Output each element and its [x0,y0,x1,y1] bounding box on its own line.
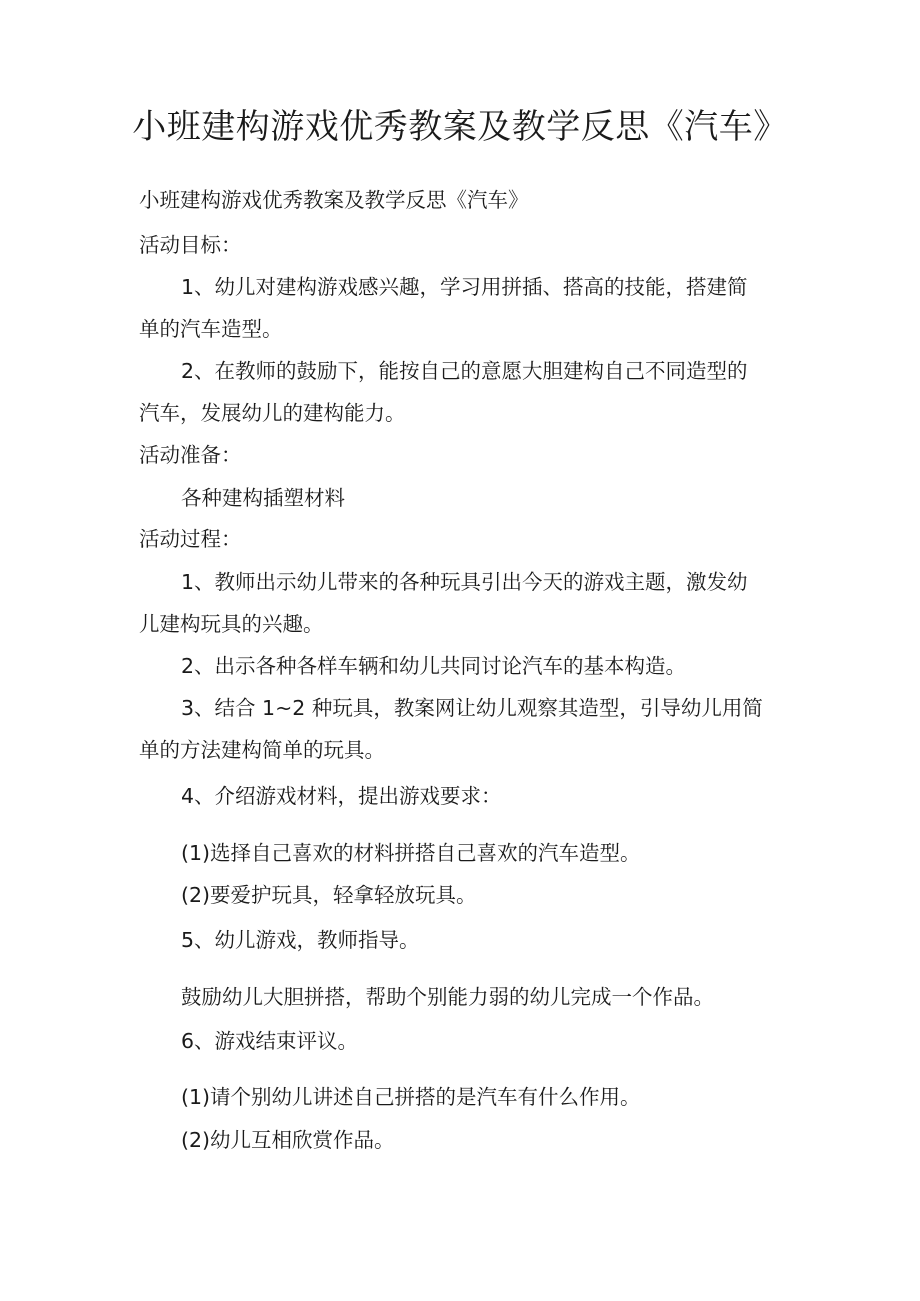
preparation-item: 各种建构插塑材料 [181,486,345,510]
step-3-line-2: 单的方法建构简单的玩具。 [139,738,385,762]
step-6-sub-2: (2)幼儿互相欣赏作品。 [181,1128,395,1152]
document-title: 小班建构游戏优秀教案及教学反思《汽车》 [132,107,788,147]
step-6-line: 6、游戏结束评议。 [181,1029,359,1053]
section-heading-preparation: 活动准备： [139,443,242,467]
step-3-line-1: 3、结合 1~2 种玩具，教案网让幼儿观察其造型，引导幼儿用简 [181,696,763,720]
step-4-line: 4、介绍游戏材料，提出游戏要求： [181,784,502,808]
step-2-line: 2、出示各种各样车辆和幼儿共同讨论汽车的基本构造。 [181,654,687,678]
section-heading-process: 活动过程： [139,527,242,551]
goal-1-line-2: 单的汽车造型。 [139,317,283,341]
step-1-line-2: 儿建构玩具的兴趣。 [139,612,324,636]
subtitle-line: 小班建构游戏优秀教案及教学反思《汽车》 [139,188,529,212]
goal-2-line-1: 2、在教师的鼓励下，能按自己的意愿大胆建构自己不同造型的 [181,359,748,383]
step-6-sub-1: (1)请个别幼儿讲述自己拼搭的是汽车有什么作用。 [181,1085,641,1109]
step-4-sub-1: (1)选择自己喜欢的材料拼搭自己喜欢的汽车造型。 [181,841,641,865]
step-5-detail: 鼓励幼儿大胆拼搭，帮助个别能力弱的幼儿完成一个作品。 [181,985,714,1009]
step-5-line: 5、幼儿游戏，教师指导。 [181,928,420,952]
step-1-line-1: 1、教师出示幼儿带来的各种玩具引出今天的游戏主题，激发幼 [181,570,748,594]
goal-1-line-1: 1、幼儿对建构游戏感兴趣，学习用拼插、搭高的技能，搭建简 [181,275,748,299]
goal-2-line-2: 汽车，发展幼儿的建构能力。 [139,401,406,425]
step-4-sub-2: (2)要爱护玩具，轻拿轻放玩具。 [181,883,477,907]
section-heading-goals: 活动目标： [139,233,242,257]
